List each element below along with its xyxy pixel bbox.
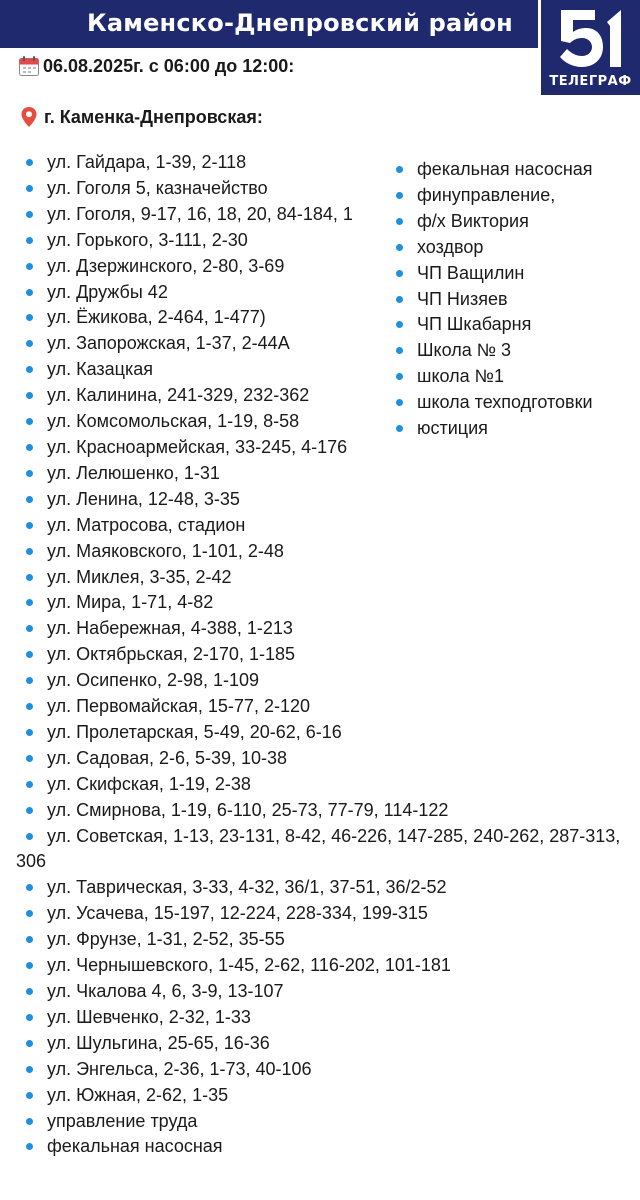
list-item: ул. Советская, 1-13, 23-131, 8-42, 46-226, 147-285, 240-262, 287-313, 306 bbox=[16, 825, 621, 872]
telegraf-logo bbox=[538, 0, 640, 98]
list-item: ул. Усачева, 15-197, 12-224, 228-334, 199-315 bbox=[24, 901, 640, 927]
location-pin-icon bbox=[20, 106, 38, 128]
list-item: ЧП Ващилин bbox=[394, 261, 640, 287]
bullet-icon bbox=[26, 884, 33, 891]
list-item: фекальная насосная bbox=[24, 1134, 640, 1160]
bullet-icon bbox=[26, 910, 33, 917]
list-item: финуправление, bbox=[394, 183, 640, 209]
bullet-icon bbox=[396, 296, 403, 303]
bullet-icon bbox=[26, 159, 33, 166]
list-item: ул. Шевченко, 2-32, 1-33 bbox=[24, 1005, 640, 1031]
list-item: ул. Миклея, 3-35, 2-42 bbox=[24, 565, 640, 591]
bullet-icon bbox=[396, 218, 403, 225]
list-item: ул. Мира, 1-71, 4-82 bbox=[24, 590, 640, 616]
list-item: ул. Чернышевского, 1-45, 2-62, 116-202, 101-181 bbox=[24, 953, 640, 979]
list-item: школа №1 bbox=[394, 364, 640, 390]
list-item: ул. Лелюшенко, 1-31 bbox=[24, 461, 640, 487]
bullet-icon bbox=[26, 1118, 33, 1125]
bullet-icon bbox=[26, 1040, 33, 1047]
schedule-location bbox=[20, 105, 263, 129]
list-item: ул. Ёжикова, 2-464, 1-477) bbox=[24, 305, 640, 331]
list-item: ул. Садовая, 2-6, 5-39, 10-38 bbox=[24, 746, 640, 772]
list-item: ул. Таврическая, 3-33, 4-32, 36/1, 37-51, 36/2-52 bbox=[24, 875, 640, 901]
list-item: школа техподготовки bbox=[394, 390, 640, 416]
list-item: ул. Энгельса, 2-36, 1-73, 40-106 bbox=[24, 1057, 640, 1083]
list-item: юстиция bbox=[394, 416, 640, 442]
bullet-icon bbox=[396, 321, 403, 328]
list-item: ул. Запорожская, 1-37, 2-44А bbox=[24, 331, 640, 357]
bullet-icon bbox=[26, 548, 33, 555]
bullet-icon bbox=[26, 185, 33, 192]
bullet-icon bbox=[26, 936, 33, 943]
bullet-icon bbox=[396, 347, 403, 354]
bullet-icon bbox=[396, 270, 403, 277]
calendar-icon bbox=[18, 55, 40, 77]
bullet-icon bbox=[396, 399, 403, 406]
bullet-icon bbox=[26, 444, 33, 451]
list-item: хоздвор bbox=[394, 235, 640, 261]
bullet-icon bbox=[396, 425, 403, 432]
list-item: ул. Гоголя 5, казначейство bbox=[24, 176, 640, 202]
schedule-date bbox=[18, 54, 294, 78]
bullet-icon bbox=[26, 807, 33, 814]
list-item: ул. Осипенко, 2-98, 1-109 bbox=[24, 668, 640, 694]
list-item: ул. Красноармейская, 33-245, 4-176 bbox=[24, 435, 640, 461]
list-item: ул. Гоголя, 9-17, 16, 18, 20, 84-184, 1 bbox=[24, 202, 640, 228]
list-item: ул. Комсомольская, 1-19, 8-58 bbox=[24, 409, 640, 435]
list-item: ул. Ленина, 12-48, 3-35 bbox=[24, 487, 640, 513]
bullet-icon bbox=[26, 340, 33, 347]
bullet-icon bbox=[26, 289, 33, 296]
bullet-icon bbox=[26, 496, 33, 503]
logo-text: ТЕЛЕГРАФ bbox=[549, 74, 632, 89]
bullet-icon bbox=[26, 651, 33, 658]
bullet-icon bbox=[26, 833, 33, 840]
list-item: ул. Первомайская, 15-77, 2-120 bbox=[24, 694, 640, 720]
list-item: ул. Матросова, стадион bbox=[24, 513, 640, 539]
list-item: управление труда bbox=[24, 1109, 640, 1135]
list-item: ул. Дзержинского, 2-80, 3-69 bbox=[24, 254, 640, 280]
bullet-icon bbox=[26, 237, 33, 244]
bullet-icon bbox=[396, 244, 403, 251]
bullet-icon bbox=[26, 366, 33, 373]
date-time-text: 06.08.2025г. с 06:00 до 12:00: bbox=[43, 55, 295, 76]
list-item: ЧП Шкабарня bbox=[394, 312, 640, 338]
list-item: ул. Дружбы 42 bbox=[24, 280, 640, 306]
bullet-icon bbox=[26, 1143, 33, 1150]
bullet-icon bbox=[26, 418, 33, 425]
logo-mark-icon bbox=[555, 6, 629, 70]
list-item: ул. Скифская, 1-19, 2-38 bbox=[24, 772, 640, 798]
list-item: ЧП Низяев bbox=[394, 287, 640, 313]
list-item: ул. Горького, 3-111, 2-30 bbox=[24, 228, 640, 254]
bullet-icon bbox=[26, 599, 33, 606]
bullet-icon bbox=[26, 755, 33, 762]
page-title: Каменско-Днепровский район bbox=[87, 9, 513, 37]
bullet-icon bbox=[26, 1014, 33, 1021]
bullet-icon bbox=[396, 192, 403, 199]
bullet-icon bbox=[26, 1092, 33, 1099]
bullet-icon bbox=[26, 703, 33, 710]
list-item: ф/х Виктория bbox=[394, 209, 640, 235]
list-item: ул. Октябрьская, 2-170, 1-185 bbox=[24, 642, 640, 668]
list-item: фекальная насосная bbox=[394, 157, 640, 183]
bullet-icon bbox=[26, 211, 33, 218]
list-item: ул. Южная, 2-62, 1-35 bbox=[24, 1083, 640, 1109]
list-item: ул. Калинина, 241-329, 232-362 bbox=[24, 383, 640, 409]
bullet-icon bbox=[26, 677, 33, 684]
bullet-icon bbox=[26, 314, 33, 321]
list-item: ул. Гайдара, 1-39, 2-118 bbox=[24, 150, 640, 176]
bullet-icon bbox=[26, 574, 33, 581]
list-item: ул. Шульгина, 25-65, 16-36 bbox=[24, 1031, 640, 1057]
list-item: ул. Набережная, 4-388, 1-213 bbox=[24, 616, 640, 642]
bullet-icon bbox=[26, 729, 33, 736]
list-item: ул. Маяковского, 1-101, 2-48 bbox=[24, 539, 640, 565]
bullet-icon bbox=[396, 166, 403, 173]
list-item: Школа № 3 bbox=[394, 338, 640, 364]
bullet-icon bbox=[26, 470, 33, 477]
bullet-icon bbox=[396, 373, 403, 380]
bullet-icon bbox=[26, 522, 33, 529]
bullet-icon bbox=[26, 1066, 33, 1073]
bullet-icon bbox=[26, 962, 33, 969]
list-item: ул. Фрунзе, 1-31, 2-52, 35-55 bbox=[24, 927, 640, 953]
bullet-icon bbox=[26, 988, 33, 995]
list-item: ул. Чкалова 4, 6, 3-9, 13-107 bbox=[24, 979, 640, 1005]
bullet-icon bbox=[26, 392, 33, 399]
organization-list bbox=[394, 157, 640, 442]
bullet-icon bbox=[26, 781, 33, 788]
bullet-icon bbox=[26, 263, 33, 270]
list-item: ул. Пролетарская, 5-49, 20-62, 6-16 bbox=[24, 720, 640, 746]
list-item: ул. Казацкая bbox=[24, 357, 640, 383]
list-item: ул. Смирнова, 1-19, 6-110, 25-73, 77-79, 114-122 bbox=[24, 798, 640, 824]
location-text: г. Каменка-Днепровская: bbox=[44, 106, 263, 127]
bullet-icon bbox=[26, 625, 33, 632]
